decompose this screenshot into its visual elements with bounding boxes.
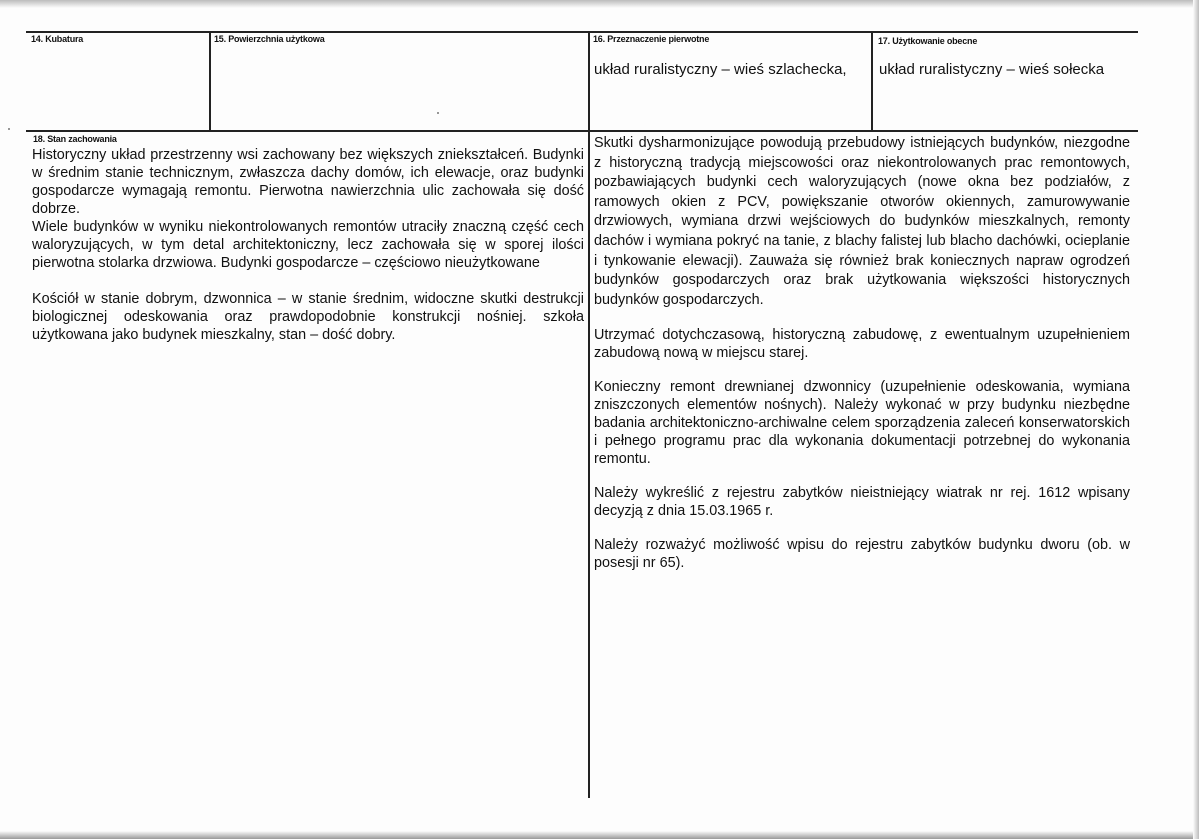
column-divider-main — [588, 31, 590, 798]
scan-edge-right — [1193, 0, 1199, 839]
scan-edge-bottom — [0, 831, 1199, 839]
uzytkowanie-label: 17. Użytkowanie obecne — [878, 36, 978, 46]
stan-paragraph: Wiele budynków w wyniku niekontrolowanych remontów utraciły znaczną część cech waloryzujących, w tym detal architektoniczny, lecz zachowała się w sporej ilości pierwotna stolarka drzwiowa. Budynki gospodarcze – częściowo nieużytkowane — [32, 219, 584, 271]
powierzchnia-label: 15. Powierzchnia użytkowa — [214, 34, 325, 44]
uwagi-paragraph: Konieczny remont drewnianej dzwonnicy (uzupełnienie odeskowania, wymiana zniszczonych elementów nośnych). Należy wykonać w przy budynku niezbędne badania architektoniczno-archiwalne celem sporządzenia zaleceń konserwatorskich i pełnego programu prac dla wykonania dokumentacji potrzebnej do wykonania remontu. — [594, 379, 1130, 468]
column-divider-3 — [871, 31, 873, 131]
uwagi-paragraph: Utrzymać dotychczasową, historyczną zabudowę, z ewentualnym uzupełnieniem zabudową nową w miejscu starej. — [594, 327, 1130, 362]
kubatura-label: 14. Kubatura — [31, 34, 84, 44]
uwagi-text — [594, 134, 1130, 587]
stan-zachowania-text — [32, 146, 584, 359]
przeznaczenie-label: 16. Przeznaczenie pierwotne — [593, 34, 710, 44]
scan-speck — [8, 128, 10, 130]
uwagi-paragraph: Należy wykreślić z rejestru zabytków nieistniejący wiatrak nr rej. 1612 wpisany decyzją z dnia 15.03.1965 r. — [594, 485, 1130, 520]
przeznaczenie-value: układ ruralistyczny – wieś szlachecka, — [594, 61, 847, 78]
scan-speck — [437, 112, 439, 114]
uzytkowanie-value: układ ruralistyczny – wieś sołecka — [879, 61, 1105, 78]
scan-edge-top — [0, 0, 1199, 8]
stan-paragraph: Kościół w stanie dobrym, dzwonnica – w stanie średnim, widoczne skutki destrukcji biologicznej odeskowania oraz prawdopodobnie konstrukcji nośniej. szkoła użytkowana jako budynek mieszkalny, stan – dość dobry. — [32, 291, 584, 343]
stan-paragraph: Historyczny układ przestrzenny wsi zachowany bez większych zniekształceń. Budynki w średnim stanie technicznym, zwłaszcza dachy domów, ich elewacje, oraz budynki gospodarcze wymagają remontu. Pierwotna nawierzchnia ulic zachowała się dość dobrze. — [32, 147, 584, 217]
stan-zachowania-label: 18. Stan zachowania — [33, 134, 117, 144]
uwagi-paragraph: Należy rozważyć możliwość wpisu do rejestru zabytków budynku dworu (ob. w posesji nr 65). — [594, 537, 1130, 572]
table-top-border — [26, 31, 1138, 33]
uwagi-paragraph: Skutki dysharmonizujące powodują przebudowy istniejących budynków, niezgodne z historyczną tradycją miejscowości oraz niekontrolowanych prac remontowych, pozbawiających budynki cech waloryzujących (nowe okna bez podziałów, z ramowych okien z PCV, powiększanie otworów okiennych, zamurowywanie drzwiowych, wymiana drzwi wejściowych do budynków mieszkalnych, remonty dachów i wymiana pokryć na tanie, z blachy falistej lub blacho dachówki, ocieplanie i tynkowanie elewacji). Zauważa się również brak koniecznych napraw ogrodzeń budynków gospodarczych oraz brak użytkowania większości historycznych budynków gospodarczych. — [594, 135, 1130, 308]
row-divider — [26, 130, 1138, 132]
column-divider-1 — [209, 31, 211, 131]
